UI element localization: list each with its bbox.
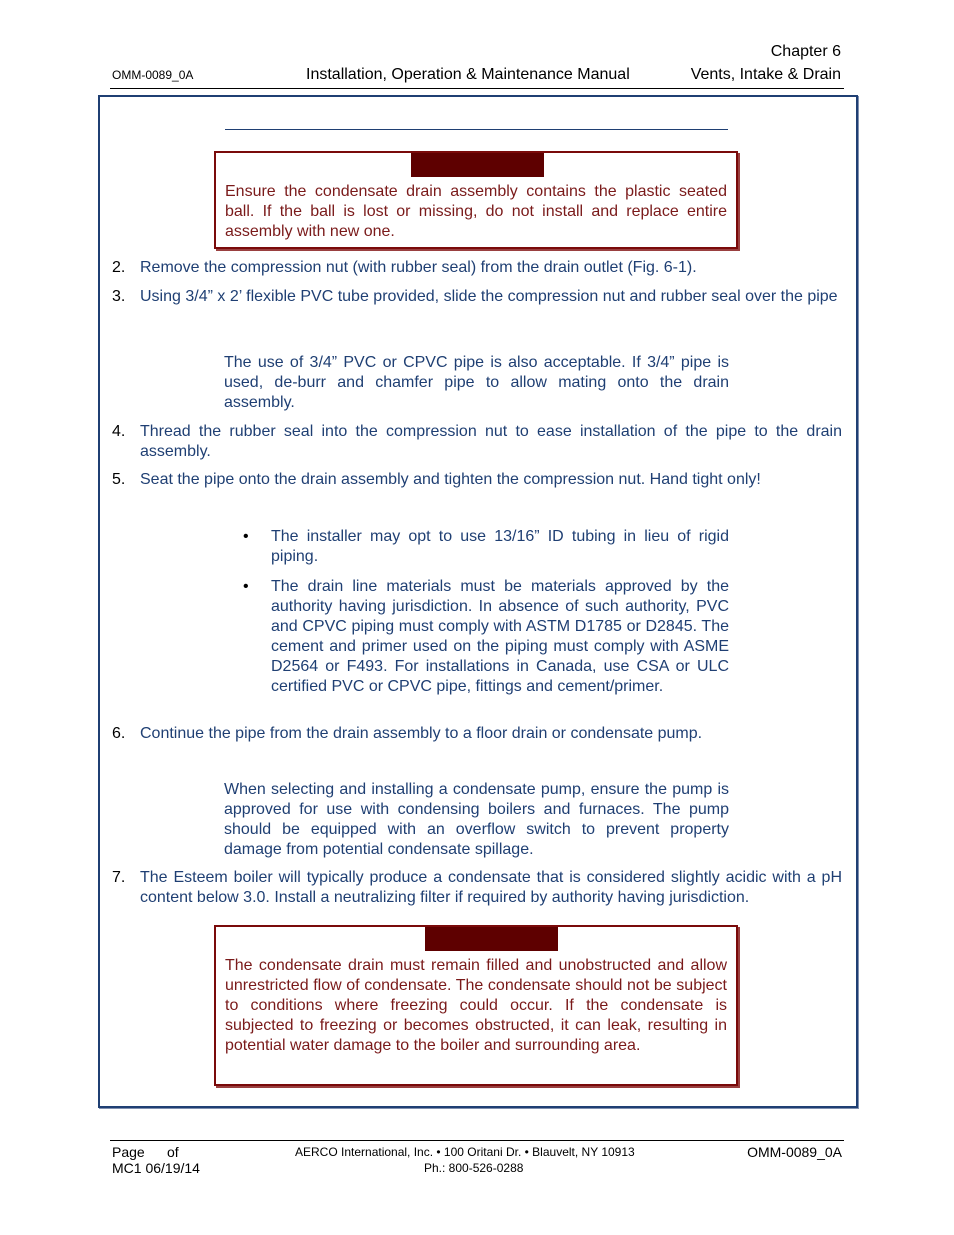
step-text: Thread the rubber seal into the compression nut to ease installation of the pipe to the drain assembly. [140, 423, 842, 460]
bullet-text: The drain line materials must be materials approved by the authority having jurisdiction. In absence of such authority, PVC and CPVC piping must comply with ASTM D1785 or D2845. The cement and primer used on the piping must comply with ASME D2564 or F493. For installations in Canada, use CSA or ULC certified PVC or CPVC pipe, fittings and cement/primer. [271, 578, 729, 695]
company-phone: Ph.: 800-526-0288 [424, 1161, 524, 1175]
step-text: The Esteem boiler will typically produce a condensate that is considered slightly acidic with a pH content below 3.0. Install a neutralizing filter if required by authority having jurisdiction. [140, 869, 842, 906]
step-text: Continue the pipe from the drain assembly to a floor drain or condensate pump. [140, 725, 703, 742]
company-address: AERCO International, Inc. • 100 Oritani Dr. • Blauvelt, NY 10913 [295, 1145, 635, 1159]
footer-rule [110, 1140, 844, 1141]
bullet-symbol: • [243, 578, 249, 595]
chapter-label: Chapter 6 [770, 43, 841, 60]
step-number: 4. [112, 423, 126, 440]
page-label: Page [112, 1144, 145, 1160]
page-of-label: of [167, 1144, 179, 1160]
caution-text: The condensate drain must remain filled and unobstructed and allow unrestricted flow of condensate. The condensate should not be subject to conditions where freezing could occur. If the condensate is subjected to freezing or becomes obstructed, it can leak, resulting in potential water damage to the boiler and surrounding area. [225, 957, 727, 1054]
step-number: 2. [112, 259, 126, 276]
section-rule [225, 129, 728, 130]
step-text: Seat the pipe onto the drain assembly and tighten the compression nut. Hand tight only! [140, 471, 761, 488]
caution-banner [411, 153, 544, 177]
caution-banner [425, 927, 558, 951]
note-text: The use of 3/4” PVC or CPVC pipe is also acceptable. If 3/4” pipe is used, de-burr and chamfer pipe to allow mating onto the drain assembly. [224, 354, 729, 411]
caution-box [214, 151, 738, 249]
header-doc-number: OMM-0089_0A [112, 68, 194, 82]
step-number: 5. [112, 471, 126, 488]
note-text: When selecting and installing a condensate pump, ensure the pump is approved for use with condensing boilers and furnaces. The pump should be equipped with an overflow switch to prevent property damage from potential condensate spillage. [224, 781, 729, 858]
header-rule [110, 88, 844, 89]
bullet-text: The installer may opt to use 13/16” ID tubing in lieu of rigid piping. [271, 528, 729, 565]
step-number: 7. [112, 869, 126, 886]
section-title: Vents, Intake & Drain [690, 66, 841, 83]
caution-box [214, 925, 738, 1086]
manual-title: Installation, Operation & Maintenance Manual [306, 66, 630, 83]
step-text: Remove the compression nut (with rubber seal) from the drain outlet (Fig. 6-1). [140, 259, 697, 276]
step-text: Using 3/4” x 2’ flexible PVC tube provided, slide the compression nut and rubber seal over the pipe [140, 288, 838, 305]
step-number: 3. [112, 288, 126, 305]
caution-text: Ensure the condensate drain assembly contains the plastic seated ball. If the ball is lost or missing, do not install and replace entire assembly with new one. [225, 183, 727, 240]
footer-doc-number: OMM-0089_0A [747, 1144, 842, 1160]
bullet-symbol: • [243, 528, 249, 545]
step-number: 6. [112, 725, 126, 742]
revision-label: MC1 06/19/14 [112, 1160, 200, 1176]
